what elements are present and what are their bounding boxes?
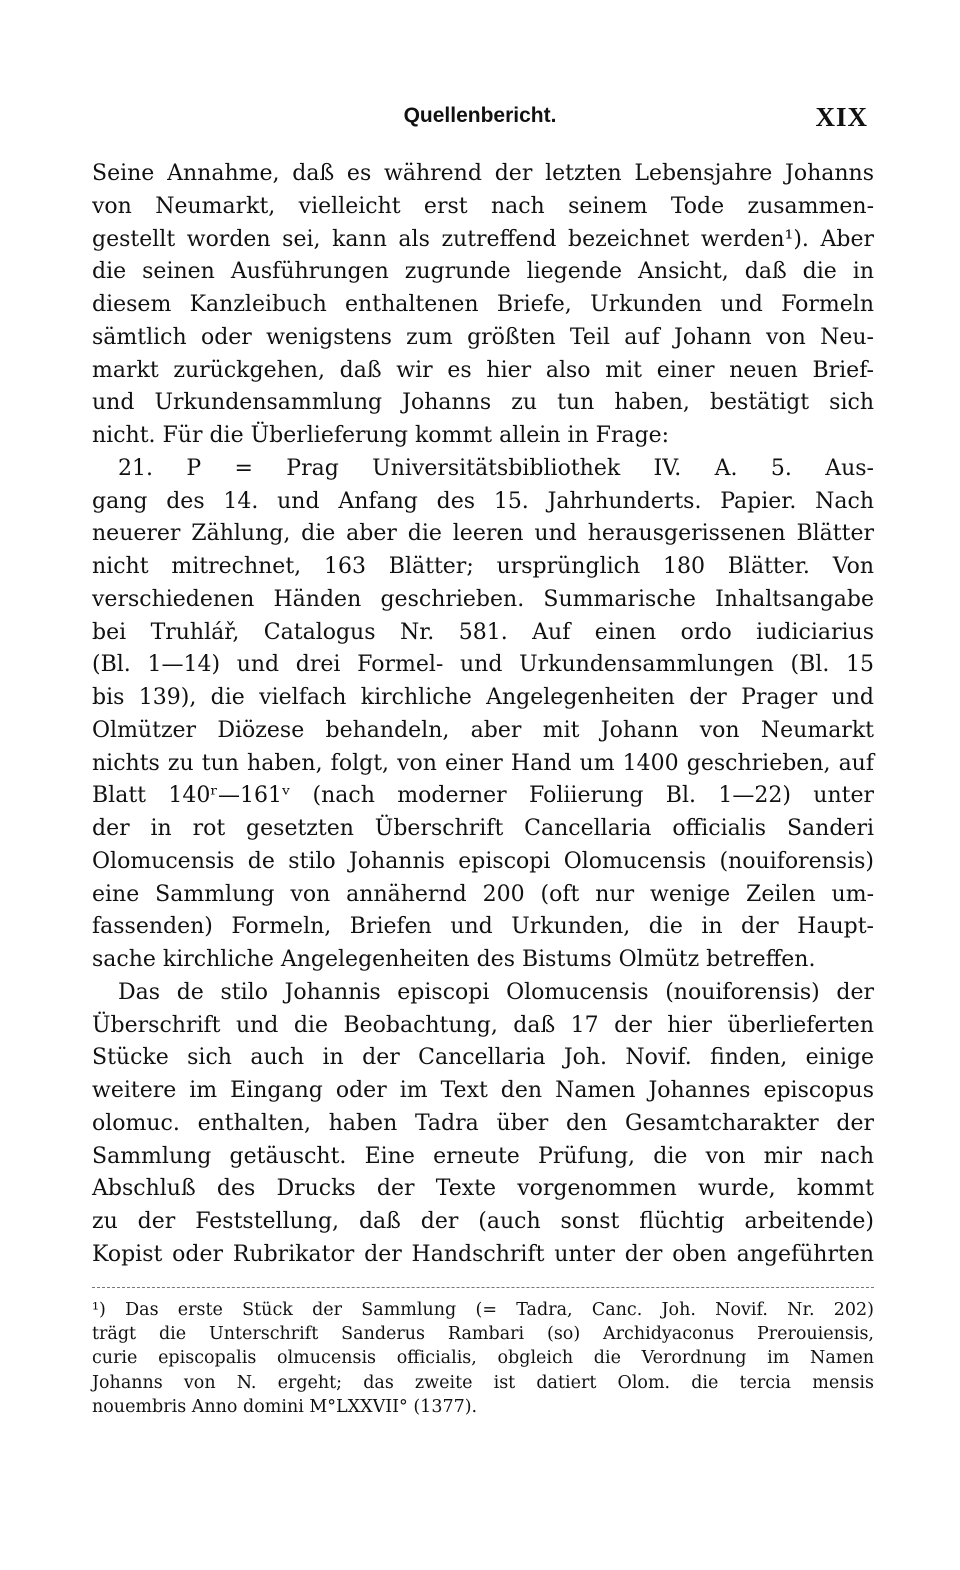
text-line: Olmützer Diözese behandeln, aber mit Johann von Neumarkt bbox=[92, 717, 874, 743]
text-line: gestellt worden sei, kann als zutreffend bezeichnet werden¹). Aber bbox=[92, 226, 874, 252]
text-line: Sammlung getäuscht. Eine erneute Prüfung, die von mir nach bbox=[92, 1143, 874, 1169]
text-line: fassenden) Formeln, Briefen und Urkunden, die in der Haupt- bbox=[92, 914, 874, 940]
text-line: Olomucensis de stilo Johannis episcopi Olomucensis (nouiforensis) bbox=[92, 848, 874, 874]
text-line: verschiedenen Händen geschrieben. Summarische Inhaltsangabe bbox=[92, 586, 874, 612]
footnote-line: curie episcopalis olmucensis officialis, obgleich die Verordnung im Namen bbox=[92, 1348, 874, 1369]
page-number: XIX bbox=[815, 102, 868, 132]
footnote-line: nouembris Anno domini M°LXXVII° (1377). bbox=[92, 1396, 478, 1417]
text-line: sämtlich oder wenigstens zum größten Teil auf Johann von Neu- bbox=[92, 324, 874, 350]
text-line: Stücke sich auch in der Cancellaria Joh. Novif. finden, einige bbox=[92, 1045, 874, 1071]
text-line: nichts zu tun haben, folgt, von einer Hand um 1400 geschrieben, auf bbox=[92, 750, 874, 776]
footnote-line: trägt die Unterschrift Sanderus Rambari (so) Archidyaconus Prerouiensis, bbox=[92, 1324, 874, 1345]
text-line: neuerer Zählung, die aber die leeren und herausgerissenen Blätter bbox=[92, 521, 874, 547]
footnote-separator bbox=[92, 1287, 874, 1288]
text-line: nicht mitrechnet, 163 Blätter; ursprünglich 180 Blätter. Von bbox=[92, 554, 874, 579]
text-line: diesem Kanzleibuch enthaltenen Briefe, Urkunden und Formeln bbox=[92, 292, 874, 317]
text-line: sache kirchliche Angelegenheiten des Bistums Olmütz betreffen. bbox=[92, 947, 816, 972]
text-line: eine Sammlung von annähernd 200 (oft nur wenige Zeilen um- bbox=[92, 881, 874, 907]
text-line: die seinen Ausführungen zugrunde liegende Ansicht, daß die in bbox=[92, 259, 874, 285]
text-line: und Urkundensammlung Johanns zu tun haben, bestätigt sich bbox=[92, 390, 874, 416]
text-line: Überschrift und die Beobachtung, daß 17 der hier überlieferten bbox=[92, 1012, 874, 1038]
text-line: Seine Annahme, daß es während der letzten Lebensjahre Johanns bbox=[92, 161, 874, 186]
text-line: gang des 14. und Anfang des 15. Jahrhunderts. Papier. Nach bbox=[92, 488, 874, 514]
text-line: markt zurückgehen, daß wir es hier also mit einer neuen Brief- bbox=[92, 357, 874, 383]
text-line: weitere im Eingang oder im Text den Namen Johannes episcopus bbox=[92, 1078, 874, 1103]
text-line: 21. P = Prag Universitätsbibliothek IV. A. 5. Aus- bbox=[118, 455, 874, 481]
text-line: Kopist oder Rubrikator der Handschrift unter der oben angeführten bbox=[92, 1241, 874, 1267]
text-line: Blatt 140ʳ—161ᵛ (nach moderner Foliierung Bl. 1—22) unter bbox=[92, 783, 874, 809]
running-title: Quellenbericht. bbox=[403, 104, 557, 127]
text-line: Das de stilo Johannis episcopi Olomucensis (nouiforensis) der bbox=[118, 979, 874, 1005]
text-line: olomuc. enthalten, haben Tadra über den Gesamtcharakter der bbox=[92, 1110, 874, 1136]
footnote-line: ¹) Das erste Stück der Sammlung (= Tadra, Canc. Joh. Novif. Nr. 202) bbox=[92, 1300, 874, 1320]
page-header bbox=[92, 104, 868, 140]
text-line: Abschluß des Drucks der Texte vorgenommen wurde, kommt bbox=[92, 1176, 874, 1202]
footnotes bbox=[92, 1298, 874, 1419]
text-line: zu der Feststellung, daß der (auch sonst flüchtig arbeitende) bbox=[92, 1209, 874, 1234]
footnote-line: Johanns von N. ergeht; das zweite ist datiert Olom. die tercia mensis bbox=[92, 1372, 874, 1393]
body-text bbox=[92, 158, 874, 1272]
text-line: nicht. Für die Überlieferung kommt allein in Frage: bbox=[92, 423, 670, 448]
text-line: der in rot gesetzten Überschrift Cancellaria officialis Sanderi bbox=[92, 816, 874, 841]
text-line: bei Truhlář, Catalogus Nr. 581. Auf einen ordo iudiciarius bbox=[92, 619, 874, 645]
text-line: (Bl. 1—14) und drei Formel- und Urkundensammlungen (Bl. 15 bbox=[92, 652, 874, 678]
text-line: bis 139), die vielfach kirchliche Angelegenheiten der Prager und bbox=[92, 685, 874, 710]
text-line: von Neumarkt, vielleicht erst nach seinem Tode zusammen- bbox=[92, 193, 874, 219]
